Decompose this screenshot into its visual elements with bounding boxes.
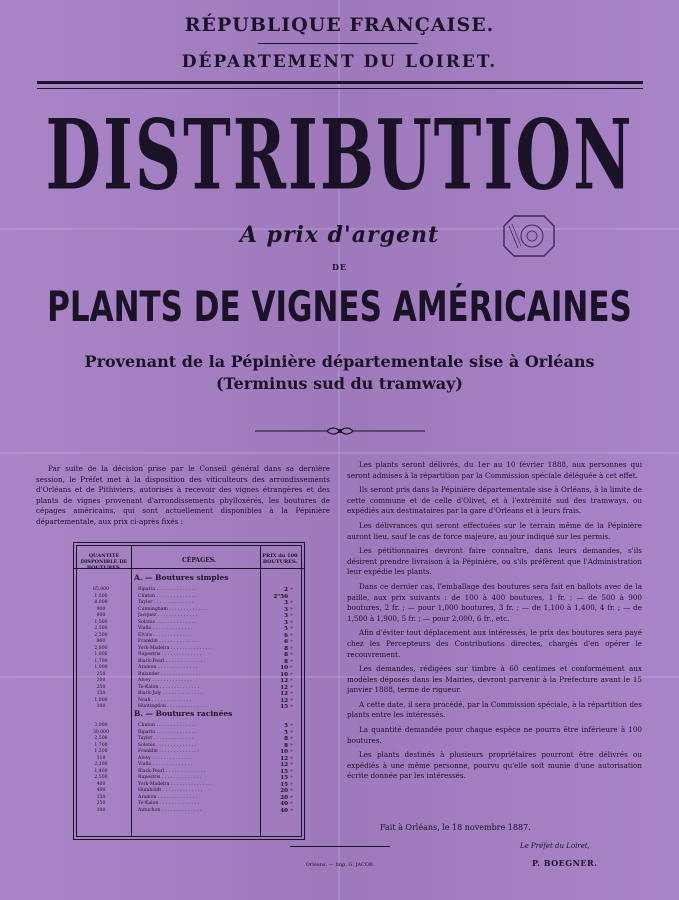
table-row bbox=[74, 698, 302, 704]
cepage-cell: Jacquez . . . . . . . . . . . . . . bbox=[138, 613, 198, 618]
paragraph: Les demandes, rédigées sur timbre à 60 centimes et conformément aux modèles déposés dans les Mairies, devront parvenir à la Préfecture avant le 15 janvier 1888, terme de rigueur. bbox=[347, 664, 642, 695]
table-row bbox=[74, 646, 302, 652]
table-row bbox=[74, 782, 302, 788]
cepage-cell: Vialla . . . . . . . . . . . . . . bbox=[138, 626, 193, 631]
printer-credit: Orléans. — Imp. G. JACOB. bbox=[305, 862, 375, 868]
price-suffix-cell: » bbox=[290, 768, 293, 774]
price-cell: 12 bbox=[280, 678, 288, 684]
section-boutures-racinees: B. — Boutures racinées bbox=[134, 709, 233, 718]
table-row bbox=[74, 672, 302, 678]
price-suffix-cell: » bbox=[290, 742, 293, 748]
cepage-cell: Solonis . . . . . . . . . . . . . . bbox=[138, 619, 196, 625]
cepage-cell: Humboldt . . . . . . . . . . . . . . bbox=[138, 788, 203, 793]
price-suffix-cell: » bbox=[290, 788, 293, 793]
price-cell: 8 bbox=[284, 645, 288, 652]
table-row bbox=[74, 743, 302, 749]
table-row bbox=[74, 788, 302, 794]
intro-paragraph: Par suite de la décision prise par le Conseil général dans sa dernière session, le Préfet met à la disposition des viticulteurs des arrondissements d'Orléans et de Pithiviers, autorisés à recevoir des vignes étrangères et des plants de vignes provenant d'arrondissements phylloxérés, les boutures de cépages américains, qui sont actuellement disponibles à la Pépinière départementale, aux prix ci-après fixés : bbox=[36, 464, 330, 526]
quantity-cell: 2,100 bbox=[94, 762, 108, 767]
cepage-cell: Vialla . . . . . . . . . . . . . . bbox=[138, 762, 193, 767]
table-row bbox=[74, 769, 302, 775]
price-suffix-cell: » bbox=[290, 665, 293, 670]
cepage-cell: Solonis . . . . . . . . . . . . . . bbox=[138, 742, 196, 748]
price-cell: 8 bbox=[284, 658, 288, 665]
price-suffix-cell: » bbox=[290, 801, 293, 806]
table-row bbox=[74, 620, 302, 626]
price-cell: 10 bbox=[280, 671, 288, 678]
price-suffix-cell: » bbox=[290, 613, 293, 618]
price-suffix-cell: » bbox=[290, 639, 293, 644]
price-cell: 5 bbox=[284, 729, 288, 736]
quantity-cell: 400 bbox=[96, 788, 106, 793]
price-cell: 3 bbox=[284, 606, 288, 613]
price-cell: 40 bbox=[280, 807, 288, 814]
ornament-divider-icon bbox=[255, 424, 425, 438]
prefet-label: Le Préfet du Loiret, bbox=[520, 842, 590, 850]
cepage-cell: Alvey . . . . . . . . . . . . . . bbox=[138, 678, 192, 683]
cepage-cell: Franklin . . . . . . . . . . . . . . bbox=[138, 749, 199, 754]
price-cell: 3 bbox=[284, 600, 288, 606]
paragraph: Ils seront pris dans la Pépinière départementale sise à Orléans, à la limite de cette commune et de celle d'Olivet, et à l'extrémité sud des tramways, ou expédiés aux destinataires par la gare d'Orléans et à leurs frais. bbox=[347, 485, 642, 516]
table-row bbox=[74, 659, 302, 665]
republique-heading: RÉPUBLIQUE FRANÇAISE. bbox=[184, 14, 495, 36]
price-suffix-cell: » bbox=[290, 600, 293, 605]
cepage-cell: Noah . . . . . . . . . . . . . . bbox=[138, 697, 192, 703]
price-cell: 15 bbox=[280, 704, 288, 710]
quantity-cell: 1,000 bbox=[94, 665, 108, 670]
price-cell: 12 bbox=[280, 691, 288, 697]
quantity-cell: 1,700 bbox=[94, 742, 108, 748]
price-suffix-cell: » bbox=[290, 794, 293, 800]
terminus-line: (Terminus sud du tramway) bbox=[215, 374, 463, 393]
cepage-cell: Rupestris . . . . . . . . . . . . . . bbox=[138, 775, 202, 780]
price-suffix-cell: » bbox=[290, 762, 293, 767]
cepage-cell: Black-July . . . . . . . . . . . . . . bbox=[138, 691, 203, 696]
cepage-cell: Elvira . . . . . . . . . . . . . . bbox=[138, 632, 193, 638]
price-cell: 5 bbox=[284, 626, 288, 632]
price-cell: 12 bbox=[280, 697, 288, 704]
table-row bbox=[74, 633, 302, 639]
quantity-cell: 1,500 bbox=[94, 593, 108, 599]
quantity-cell: 3,000 bbox=[94, 723, 108, 728]
table-row bbox=[74, 756, 302, 762]
price-cell: 20 bbox=[280, 794, 288, 801]
header-cepages: CÉPAGES. bbox=[182, 557, 216, 564]
quantity-cell: 150 bbox=[96, 794, 106, 800]
price-cell: 15 bbox=[280, 768, 288, 775]
paragraph: Dans ce dernier cas, l'emballage des boutures sera fait en ballots avec de la paille, aux prix suivants : de 100 à 400 boutures, 1 fr. ; — de 500 à 900 boutures, 2 fr. ; — pour 1,000 boutures, 3 fr. ; — de 1,100 à 1,400, 4 fr. ; — de 1,500 à 1,900, 5 fr. ; — pour 2,000, 6 fr., etc. bbox=[347, 581, 642, 623]
quantity-cell: 110 bbox=[96, 755, 106, 761]
price-cell: 10 bbox=[280, 665, 288, 671]
price-suffix-cell: » bbox=[290, 626, 293, 631]
table-row bbox=[74, 607, 302, 613]
quantity-cell: 900 bbox=[96, 606, 106, 612]
cepage-cell: Black-Pearl . . . . . . . . . . . . . . bbox=[138, 658, 206, 664]
conditions-column bbox=[347, 460, 642, 786]
table-row bbox=[74, 600, 302, 606]
price-cell: 15 bbox=[280, 781, 288, 788]
price-suffix-cell: » bbox=[290, 606, 293, 612]
price-cell: 2"50 bbox=[273, 593, 288, 600]
price-cell: 8 bbox=[284, 742, 288, 749]
table-row bbox=[74, 775, 302, 781]
distribution-title: DISTRIBUTION bbox=[45, 100, 634, 213]
cepage-cell: Riparia . . . . . . . . . . . . . . bbox=[138, 587, 196, 592]
cepage-cell: York-Madeira . . . . . . . . . . . . . . bbox=[138, 645, 211, 651]
plants-title: PLANTS DE VIGNES AMÉRICAINES bbox=[47, 283, 632, 332]
table-row bbox=[74, 626, 302, 632]
table-row bbox=[74, 795, 302, 801]
price-cell: 6 bbox=[284, 632, 288, 639]
paragraph: Les plants seront délivrés, du 1er au 10 février 1888, aux personnes qui seront admises à la répartition par la Commission spéciale déléguée à cet effet. bbox=[347, 460, 642, 480]
quantity-cell: 2,800 bbox=[94, 645, 108, 651]
table-row bbox=[74, 736, 302, 742]
price-cell: 8 bbox=[284, 652, 288, 658]
provenance-line: Provenant de la Pépinière départementale sise à Orléans bbox=[84, 352, 595, 371]
cepage-cell: Cunningham . . . . . . . . . . . . . . bbox=[138, 606, 209, 612]
quantity-cell: 100 bbox=[96, 704, 106, 709]
table-row bbox=[74, 685, 302, 691]
divider bbox=[37, 81, 643, 84]
section-boutures-simples: A. — Boutures simples bbox=[134, 573, 229, 582]
divider bbox=[258, 43, 418, 44]
quantity-cell: 250 bbox=[96, 684, 106, 690]
price-suffix-cell: » bbox=[290, 587, 293, 592]
price-suffix-cell: » bbox=[290, 729, 293, 735]
paragraph: Les délivrances qui seront effectuées sur le terrain même de la Pépinière auront lieu, sauf le cas de force majeure, au jour indiqué sur les permis. bbox=[347, 520, 642, 541]
quantity-cell: 100 bbox=[96, 807, 106, 813]
de-connector: DE bbox=[331, 262, 348, 272]
paper-fold-horizontal bbox=[0, 452, 679, 454]
table-row bbox=[74, 594, 302, 600]
price-cell: 12 bbox=[280, 762, 288, 768]
table-row bbox=[74, 762, 302, 768]
table-row bbox=[74, 808, 302, 814]
price-suffix-cell: » bbox=[290, 807, 293, 813]
price-suffix-cell: » bbox=[290, 704, 293, 709]
table-row bbox=[74, 691, 302, 697]
price-cell: 6 bbox=[284, 639, 288, 645]
price-cell: 3 bbox=[284, 619, 288, 626]
cepage-cell: Taylor . . . . . . . . . . . . . . bbox=[138, 736, 194, 741]
cepage-cell: Franklin . . . . . . . . . . . . . . bbox=[138, 639, 199, 644]
table-row bbox=[74, 678, 302, 684]
quantity-cell: 65,000 bbox=[92, 587, 110, 592]
cepage-cell: Riparia . . . . . . . . . . . . . . bbox=[138, 729, 196, 735]
intro-column bbox=[36, 464, 330, 528]
price-cell: 3 bbox=[284, 613, 288, 619]
table-header bbox=[74, 547, 304, 569]
quantity-cell: 1,700 bbox=[94, 658, 108, 664]
cepage-cell: Black-Pearl . . . . . . . . . . . . . . bbox=[138, 768, 206, 774]
price-table bbox=[73, 542, 305, 840]
quantity-cell: 2,500 bbox=[94, 736, 108, 741]
price-suffix-cell: » bbox=[290, 658, 293, 664]
price-suffix-cell: » bbox=[290, 755, 293, 761]
table-row bbox=[74, 723, 302, 729]
header-quantite: QUANTITÉ DISPONIBLE DE BOUTURES. bbox=[80, 553, 128, 571]
quantity-cell: 200 bbox=[96, 678, 106, 683]
table-row bbox=[74, 730, 302, 736]
departement-heading: DÉPARTEMENT DU LOIRET. bbox=[181, 52, 498, 72]
price-suffix-cell: » bbox=[290, 652, 293, 657]
cepage-cell: Rulander . . . . . . . . . . . . . . bbox=[138, 671, 201, 677]
prix-subtitle: A prix d'argent bbox=[239, 222, 440, 248]
price-suffix-cell: » bbox=[290, 697, 293, 703]
quantity-cell: 1,000 bbox=[94, 652, 108, 657]
price-cell: 12 bbox=[280, 684, 288, 691]
cepage-cell: Aramon . . . . . . . . . . . . . . bbox=[138, 794, 198, 800]
paragraph: La quantité demandée pour chaque espèce ne pourra être inférieure à 100 boutures. bbox=[347, 725, 642, 745]
price-cell: 8 bbox=[284, 736, 288, 742]
quantity-cell: 250 bbox=[96, 671, 106, 677]
cepage-cell: Aramon . . . . . . . . . . . . . . bbox=[138, 665, 198, 670]
price-cell: 40 bbox=[280, 801, 288, 807]
paragraph: Les plants destinés à plusieurs propriétaires pourront être délivrés ou expédiés à une même personne, pourvu qu'elle soit munie d'une autorisation écrite donnée par les intéressés. bbox=[347, 750, 642, 781]
price-cell: 12 bbox=[280, 755, 288, 762]
price-suffix-cell: » bbox=[290, 671, 293, 677]
quantity-cell: 1,000 bbox=[94, 697, 108, 703]
divider bbox=[37, 88, 643, 89]
quantity-cell: 800 bbox=[96, 613, 106, 618]
date-line: Fait à Orléans, le 18 novembre 1887. bbox=[380, 823, 531, 832]
quantity-cell: 1,400 bbox=[94, 768, 108, 774]
table-row bbox=[74, 801, 302, 807]
table-row bbox=[74, 639, 302, 645]
quantity-cell: 1,500 bbox=[94, 619, 108, 625]
price-suffix-cell: » bbox=[290, 723, 293, 728]
table-row bbox=[74, 665, 302, 671]
quantity-cell: 400 bbox=[96, 781, 106, 787]
cepage-cell: York-Madeira . . . . . . . . . . . . . . bbox=[138, 781, 211, 787]
price-cell: 15 bbox=[280, 775, 288, 781]
price-cell: 2 bbox=[284, 587, 288, 593]
quantity-cell: 800 bbox=[96, 639, 106, 644]
quantity-cell: 8,000 bbox=[94, 600, 108, 605]
price-cell: 20 bbox=[280, 788, 288, 794]
quantity-cell: 250 bbox=[96, 801, 106, 806]
tax-stamp-icon bbox=[500, 212, 558, 260]
cepage-cell: Autuchon . . . . . . . . . . . . . . bbox=[138, 807, 202, 813]
price-suffix-cell: » bbox=[290, 632, 293, 638]
cepage-cell: Clinton . . . . . . . . . . . . . . bbox=[138, 723, 196, 728]
cepage-cell: Alvey . . . . . . . . . . . . . . bbox=[138, 755, 192, 761]
cepage-cell: Huntingdon . . . . . . . . . . . . . . bbox=[138, 704, 207, 709]
cepage-cell: Taylor . . . . . . . . . . . . . . bbox=[138, 600, 194, 605]
paragraph: A cette date, il sera procédé, par la Commission spéciale, à la répartition des plants entre les intéressés. bbox=[347, 699, 642, 720]
cepage-cell: Rupestris . . . . . . . . . . . . . . bbox=[138, 652, 202, 657]
table-row bbox=[74, 749, 302, 755]
quantity-cell: 150 bbox=[96, 691, 106, 696]
quantity-cell: 2,500 bbox=[94, 632, 108, 638]
cepage-cell: Te-Kalon . . . . . . . . . . . . . . bbox=[138, 801, 200, 806]
quantity-cell: 1,200 bbox=[94, 749, 108, 754]
price-suffix-cell: » bbox=[290, 619, 293, 625]
price-suffix-cell: » bbox=[290, 749, 293, 754]
price-cell: 5 bbox=[284, 723, 288, 729]
price-cell: 10 bbox=[280, 749, 288, 755]
paragraph: Afin d'éviter tout déplacement aux intéressés, le prix des boutures sera payé chez les Percepteurs des Contributions directes, chargés d'en opérer le recouvrement. bbox=[347, 628, 642, 659]
price-suffix-cell: » bbox=[290, 684, 293, 690]
paragraph: Les pétitionnaires devront faire connaître, dans leurs demandes, s'ils désirent prendre livraison à la Pépinière, ou s'ils préfèrent que l'Administration leur expédie les plants. bbox=[347, 546, 642, 577]
price-suffix-cell: » bbox=[290, 678, 293, 683]
price-suffix-cell: » bbox=[290, 691, 293, 696]
table-row bbox=[74, 613, 302, 619]
quantity-cell: 2,500 bbox=[94, 626, 108, 631]
cepage-cell: Clinton . . . . . . . . . . . . . . bbox=[138, 593, 196, 599]
price-suffix-cell: » bbox=[290, 645, 293, 651]
quantity-cell: 30,000 bbox=[92, 729, 110, 735]
price-suffix-cell: » bbox=[290, 775, 293, 780]
prefet-signature: P. BOEGNER. bbox=[532, 858, 598, 868]
cepage-cell: Te-Kalon . . . . . . . . . . . . . . bbox=[138, 684, 200, 690]
table-row bbox=[74, 587, 302, 593]
header-prix: PRIX du 100 BOUTURES. bbox=[262, 553, 298, 565]
price-suffix-cell: » bbox=[290, 736, 293, 741]
table-row bbox=[74, 652, 302, 658]
price-suffix-cell: » bbox=[290, 781, 293, 787]
quantity-cell: 2,500 bbox=[94, 775, 108, 780]
divider bbox=[290, 846, 390, 847]
